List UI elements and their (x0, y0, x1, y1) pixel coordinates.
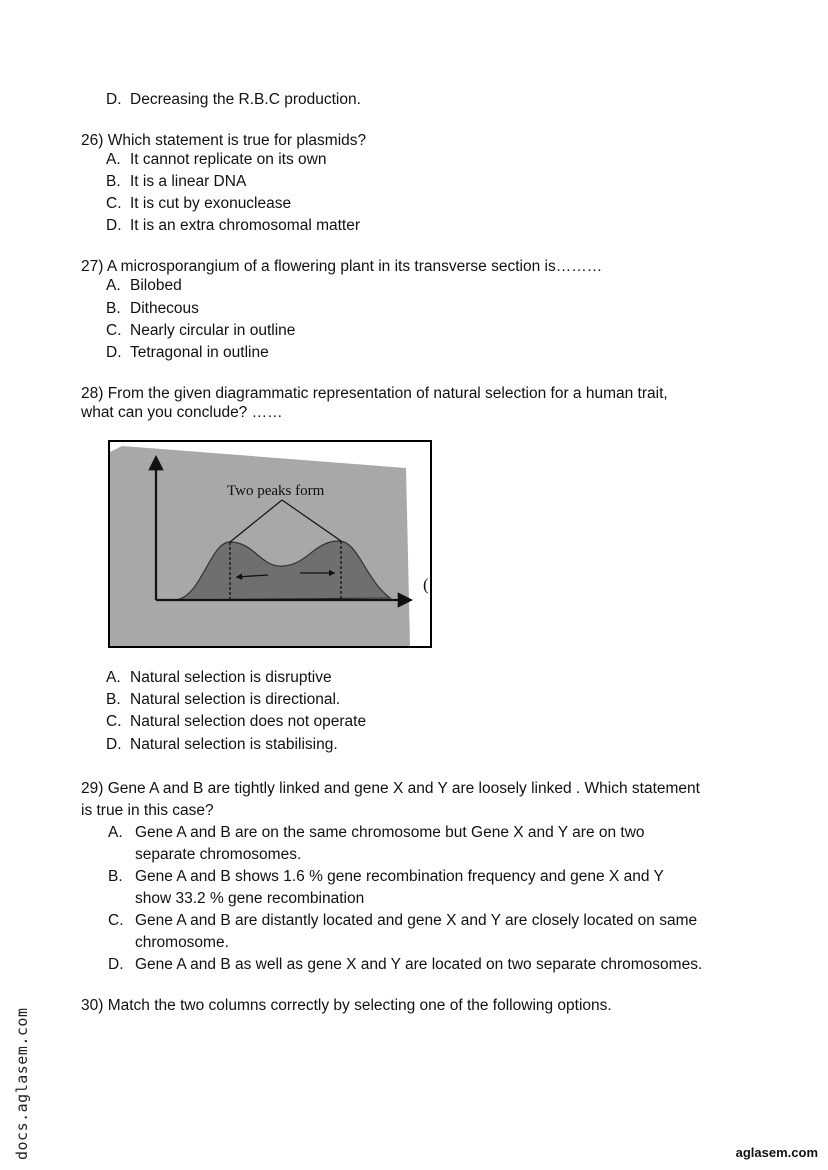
option-text: Natural selection does not operate (130, 713, 367, 730)
option-letter: A. (108, 824, 123, 841)
q27-option-a (106, 277, 182, 295)
option-text: Gene A and B are on the same chromosome but Gene X and Y are on two (135, 824, 645, 841)
q26-question: 26) Which statement is true for plasmids? (81, 132, 367, 149)
q26-option-a (106, 151, 326, 169)
option-letter: B. (106, 691, 121, 708)
q29-option-d (108, 956, 702, 974)
option-letter: D. (106, 736, 122, 753)
option-text: Gene A and B as well as gene X and Y are located on two separate chromosomes. (135, 956, 703, 973)
option-text: Natural selection is disruptive (130, 669, 332, 686)
q28-question-line2: what can you conclude? …… (81, 404, 283, 421)
option-letter: D. (106, 91, 122, 108)
q25-option-d (106, 91, 361, 109)
option-letter: C. (106, 713, 122, 730)
option-text: Natural selection is directional. (130, 691, 341, 708)
figure-stray-mark: ( (423, 575, 429, 594)
q30-question: 30) Match the two columns correctly by selecting one of the following options. (81, 997, 612, 1014)
q28-option-a (106, 669, 332, 687)
q26-option-c (106, 195, 291, 213)
option-text: It is an extra chromosomal matter (130, 217, 360, 234)
option-text: It is a linear DNA (130, 173, 247, 190)
option-letter: D. (106, 217, 122, 234)
q27-question: 27) A microsporangium of a flowering plant in its transverse section is……… (81, 258, 603, 275)
q29-option-b (108, 868, 664, 886)
q29-question-line1: 29) Gene A and B are tightly linked and gene X and Y are loosely linked . Which statement (81, 780, 700, 797)
option-text: Nearly circular in outline (130, 322, 296, 339)
natural-selection-figure (108, 440, 432, 648)
q29-option-c-cont: chromosome. (135, 934, 229, 951)
q28-option-b (106, 691, 340, 709)
option-letter: A. (106, 277, 121, 294)
q27-option-d (106, 344, 269, 362)
option-text: Gene A and B shows 1.6 % gene recombination frequency and gene X and Y (135, 868, 664, 885)
q28-option-c (106, 713, 366, 731)
q27-option-c (106, 322, 295, 340)
q28-option-d (106, 736, 338, 754)
q27-option-b (106, 300, 199, 318)
q26-option-d (106, 217, 360, 235)
option-text: Natural selection is stabilising. (130, 736, 338, 753)
option-letter: D. (106, 344, 122, 361)
option-letter: B. (106, 173, 121, 190)
option-letter: C. (106, 322, 122, 339)
option-letter: C. (106, 195, 122, 212)
option-letter: B. (106, 300, 121, 317)
option-letter: D. (108, 956, 124, 973)
q29-option-b-cont: show 33.2 % gene recombination (135, 890, 365, 907)
q29-question-line2: is true in this case? (81, 802, 214, 819)
q29-option-a (108, 824, 645, 842)
footer-watermark: aglasem.com (735, 1145, 818, 1160)
option-text: Tetragonal in outline (130, 344, 269, 361)
q28-question-line1: 28) From the given diagrammatic representation of natural selection for a human trait, (81, 385, 668, 402)
q29-option-c (108, 912, 697, 930)
option-letter: C. (108, 912, 124, 929)
figure-label: Two peaks form (227, 483, 325, 499)
option-text: Bilobed (130, 277, 182, 294)
option-text: It cannot replicate on its own (130, 151, 327, 168)
option-text: It is cut by exonuclease (130, 195, 292, 212)
disruptive-selection-diagram (110, 442, 430, 646)
option-text: Gene A and B are distantly located and gene X and Y are closely located on same (135, 912, 698, 929)
q29-option-a-cont: separate chromosomes. (135, 846, 302, 863)
option-letter: A. (106, 669, 121, 686)
q26-option-b (106, 173, 246, 191)
option-letter: A. (106, 151, 121, 168)
option-letter: B. (108, 868, 123, 885)
side-watermark: docs.aglasem.com (13, 1007, 31, 1160)
option-text: Decreasing the R.B.C production. (130, 91, 361, 108)
option-text: Dithecous (130, 300, 199, 317)
